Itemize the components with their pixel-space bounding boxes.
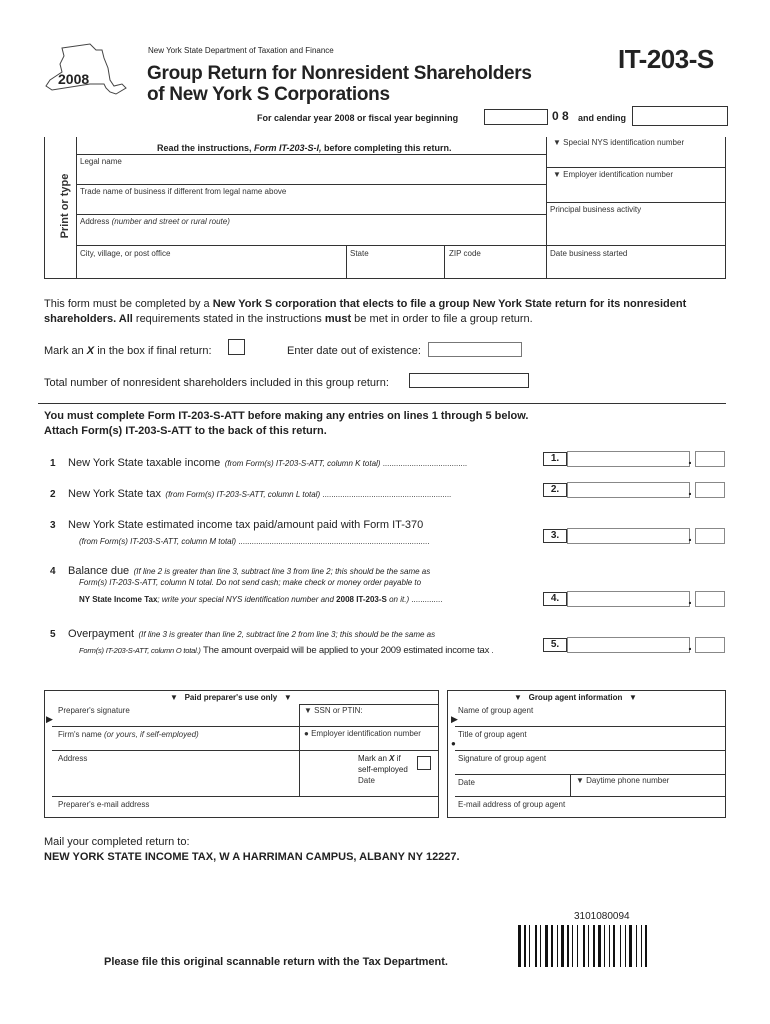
barcode-number: 3101080094 (574, 911, 630, 922)
line-2: 2 New York State tax (from Form(s) IT-203-S-ATT, column L total) .......................................................... (50, 488, 452, 500)
barcode-bar (524, 925, 526, 967)
principal-activity-field[interactable]: Principal business activity (550, 205, 642, 214)
total-shareholders-label: Total number of nonresident shareholders included in this group return: (44, 377, 389, 389)
line-5-note2: Form(s) IT-203-S-ATT, column O total.) The amount overpaid will be applied to your 2009 estimated income tax . (79, 645, 494, 656)
arrow-down-icon: ▼ (304, 706, 312, 715)
preparer-header: ▼ Paid preparer's use only ▼ (170, 693, 292, 702)
line-3-box: 3. (543, 529, 567, 543)
preparer-ein-field[interactable]: ● Employer identification number (304, 729, 421, 738)
line-1: 1 New York State taxable income (from Form(s) IT-203-S-ATT, column K total) ...................................... (50, 457, 468, 469)
line-4: 4 Balance due (If line 2 is greater than line 3, subtract line 3 from line 2; this should be the same as (50, 565, 431, 577)
pointer-arrow-icon: ▶ (46, 714, 53, 724)
line-3-note: (from Form(s) IT-203-S-ATT, column M total) ...................................................................................... (79, 537, 430, 546)
final-return-checkbox[interactable] (228, 339, 245, 355)
date-started-field[interactable]: Date business started (550, 249, 628, 258)
barcode-bar (577, 925, 578, 967)
line-5: 5 Overpayment (If line 3 is greater than line 2, subtract line 2 from line 3; this should be the same as (50, 628, 436, 640)
city-field[interactable]: City, village, or post office (80, 249, 171, 258)
barcode-bar (588, 925, 589, 967)
line-5-decimal: . (688, 637, 692, 653)
barcode-bar (551, 925, 553, 967)
line-5-cents[interactable] (695, 637, 725, 653)
barcode-bar (620, 925, 621, 967)
barcode-bar (593, 925, 595, 967)
must-complete-note: You must complete Form IT-203-S-ATT before making any entries on lines 1 through 5 below. Attach Form(s) IT-203-S-ATT to the back of this return. (44, 410, 529, 437)
agent-phone-field[interactable]: ▼ Daytime phone number (576, 776, 670, 785)
arrow-down-icon: ▼ (283, 693, 292, 702)
line-2-amount[interactable] (567, 482, 690, 498)
mail-instructions: Mail your completed return to: (44, 836, 190, 848)
fiscal-begin-field[interactable] (484, 109, 548, 125)
address-field[interactable]: Address (number and street or rural route) (80, 217, 230, 226)
line-4-note3: NY State Income Tax; write your special NYS identification number and 2008 IT-203-S on it.) .............. (79, 595, 443, 604)
line-3-decimal: . (688, 528, 692, 544)
line-4-box: 4. (543, 592, 567, 606)
ein-field[interactable]: ▼ Employer identification number (553, 170, 673, 179)
barcode-bar (561, 925, 564, 967)
print-or-type-label: Print or type (59, 173, 71, 239)
intro-paragraph: This form must be completed by a New York S corporation that elects to file a group New York State return for its nonresident shareholders. All requirements stated in the instructions must be met in order to file a group return. (44, 298, 687, 325)
agent-name-field[interactable]: Name of group agent ▶ (451, 706, 534, 724)
barcode-bar (529, 925, 530, 967)
section-divider (38, 403, 726, 404)
line-1-cents[interactable] (695, 451, 725, 467)
arrow-down-icon: ▼ (553, 170, 561, 179)
special-id-field[interactable]: ▼ Special NYS identification number (553, 138, 685, 147)
preparer-signature-field[interactable]: Preparer's signature ▶ (46, 706, 130, 724)
arrow-down-icon: ▼ (629, 693, 637, 702)
arrow-down-icon: ▼ (170, 693, 178, 702)
existence-date-field[interactable] (428, 342, 522, 357)
footer-note: Please file this original scannable return with the Tax Department. (104, 956, 448, 968)
barcode-bar (636, 925, 637, 967)
line-1-box: 1. (543, 452, 567, 466)
line-2-decimal: . (688, 482, 692, 498)
self-employed-checkbox[interactable] (417, 756, 431, 770)
barcode-bar (645, 925, 647, 967)
arrow-down-icon: ▼ (576, 776, 584, 785)
tax-year: 2008 (58, 71, 90, 87)
self-employed-label: Mark an X if self-employed (358, 754, 408, 774)
and-ending-label: and ending (578, 113, 626, 123)
barcode-bar (604, 925, 605, 967)
zip-field[interactable]: ZIP code (449, 249, 481, 258)
department-name: New York State Department of Taxation and Finance (148, 46, 334, 55)
barcode-bar (598, 925, 601, 967)
legal-name-field[interactable]: Legal name (80, 157, 122, 166)
line-3: 3 New York State estimated income tax paid/amount paid with Form IT-370 (50, 519, 424, 531)
barcode-bar (572, 925, 573, 967)
arrow-down-icon: ▼ (514, 693, 522, 702)
line-4-cents[interactable] (695, 591, 725, 607)
line-3-cents[interactable] (695, 528, 725, 544)
arrow-down-icon: ▼ (553, 138, 561, 147)
agent-email-field[interactable]: E-mail address of group agent (458, 800, 566, 809)
line-4-amount[interactable] (567, 591, 690, 607)
line-4-note2: Form(s) IT-203-S-ATT, column N total. Do not send cash; make check or money order payable to (79, 578, 422, 587)
agent-header: ▼ Group agent information ▼ (514, 693, 637, 702)
line-5-box: 5. (543, 638, 567, 652)
trade-name-field[interactable]: Trade name of business if different from legal name above (80, 187, 287, 196)
form-id: IT-203-S (618, 44, 714, 74)
instructions-note: Read the instructions, Form IT-203-S-I, before completing this return. (157, 143, 452, 153)
barcode-bar (535, 925, 537, 967)
line-1-decimal: . (688, 451, 692, 467)
agent-title-field[interactable]: Title of group agent ● (451, 730, 527, 748)
barcode-bar (609, 925, 610, 967)
agent-date-field[interactable]: Date (458, 778, 475, 787)
bullet-icon: ● (304, 729, 309, 738)
barcode-bar (540, 925, 541, 967)
form-title-line2: of New York S Corporations (147, 84, 390, 105)
line-1-amount[interactable] (567, 451, 690, 467)
barcode-bar (557, 925, 558, 967)
barcode-bar (583, 925, 585, 967)
barcode-bar (613, 925, 615, 967)
fiscal-end-field[interactable] (632, 106, 728, 126)
total-shareholders-field[interactable] (409, 373, 529, 388)
final-return-label: Mark an X in the box if final return: (44, 345, 212, 357)
preparer-address-field[interactable]: Address (58, 754, 88, 763)
form-title-line1: Group Return for Nonresident Shareholders (147, 63, 532, 84)
barcode (516, 925, 726, 967)
barcode-bar (567, 925, 569, 967)
state-field[interactable]: State (350, 249, 369, 258)
bullet-icon: ● (451, 739, 456, 748)
preparer-email-field[interactable]: Preparer's e-mail address (58, 800, 150, 809)
barcode-bar (641, 925, 642, 967)
firm-name-field[interactable]: Firm's name (or yours, if self-employed) (58, 730, 199, 739)
agent-signature-field[interactable]: Signature of group agent (458, 754, 547, 763)
barcode-bar (629, 925, 632, 967)
barcode-bar (625, 925, 626, 967)
preparer-date-field[interactable]: Date (358, 776, 375, 785)
line-2-box: 2. (543, 483, 567, 497)
calendar-year-label: For calendar year 2008 or fiscal year beginning (257, 113, 459, 123)
existence-date-label: Enter date out of existence: (287, 345, 421, 357)
barcode-bar (518, 925, 521, 967)
barcode-bar (545, 925, 548, 967)
fiscal-prefix: 0 8 (552, 109, 569, 123)
preparer-ssn-field[interactable]: ▼ SSN or PTIN: (304, 706, 363, 715)
line-4-decimal: . (688, 591, 692, 607)
pointer-arrow-icon: ▶ (451, 714, 458, 724)
mail-address: NEW YORK STATE INCOME TAX, W A HARRIMAN CAMPUS, ALBANY NY 12227. (44, 851, 460, 863)
line-3-amount[interactable] (567, 528, 690, 544)
line-5-amount[interactable] (567, 637, 690, 653)
line-2-cents[interactable] (695, 482, 725, 498)
